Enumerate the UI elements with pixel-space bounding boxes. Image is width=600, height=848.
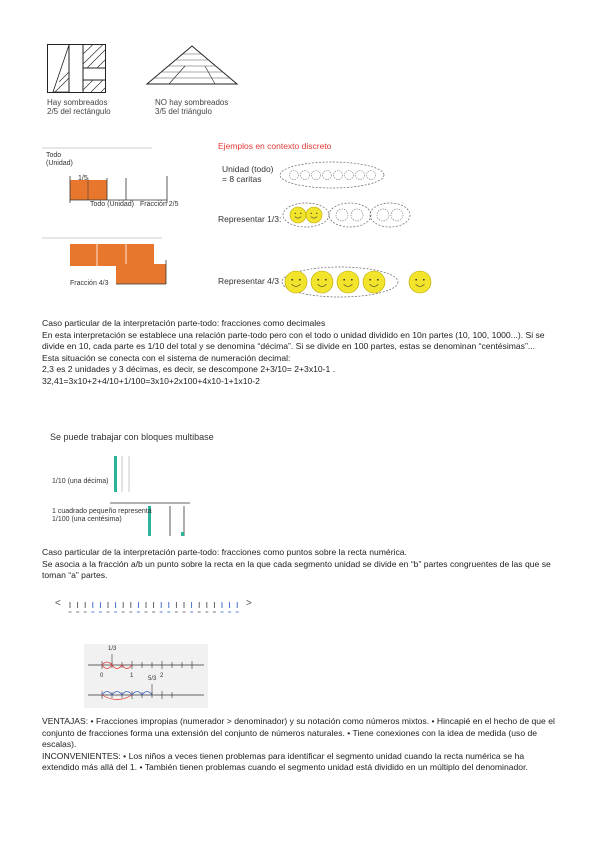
face-empty (312, 171, 321, 180)
section-decimals-p3: 2,3 es 2 unidades y 3 décimas, es decir, se descompone 2+3/10= 2+3x10-1 . (42, 364, 336, 375)
discrete-title: Ejemplos en contexto discreto (218, 141, 332, 151)
multibase-label-1: 1/10 (una décima) (52, 478, 109, 485)
fraction-label-2-5: Fracción 2/5 (140, 201, 179, 208)
face-yellow (409, 271, 431, 293)
bar-caption: Todo (Unidad) (90, 201, 134, 208)
multibase-label-2: 1 cuadrado pequeño representa 1/100 (una centésima) (52, 508, 152, 523)
ventajas-paragraph: VENTAJAS: • Fracciones impropias (numerador > denominador) y su notación como números mixtos. • Hincapié en el hecho de que el conjunto de fracciones forma una extensión del conjunto de números naturales. • Tiene conexiones con la idea de medida (uso de escalas). (42, 716, 555, 750)
section-numberline-heading: Caso particular de la interpretación parte-todo: fracciones como puntos sobre la recta numérica. (42, 547, 407, 557)
numberline-ticks (66, 598, 244, 622)
represent-one-third-label: Representar 1/3: (218, 214, 282, 224)
group-2-ellipse (329, 203, 371, 227)
diagram-frac-2: 5/3 (148, 676, 157, 682)
face-yellow (311, 271, 333, 293)
face-empty (356, 171, 365, 180)
face-empty (391, 209, 403, 221)
face-yellow (337, 271, 359, 293)
face-yellow (285, 271, 307, 293)
diagram-zero: 0 (100, 673, 104, 679)
shaded-rectangle-figure (47, 44, 107, 94)
discrete-faces-figure (270, 158, 510, 308)
face-yellow (290, 207, 306, 223)
shaded-triangle-figure (145, 44, 239, 86)
represent-four-thirds-label: Representar 4/3 (218, 276, 279, 286)
face-yellow (363, 271, 385, 293)
section-decimals-p4: 32,41=3x10+2+4/10+1/100=3x10+2x100+4x10-1+1x10-2 (42, 375, 260, 386)
face-empty (290, 171, 299, 180)
face-empty (367, 171, 376, 180)
section-numberline (42, 547, 560, 582)
triangle-caption: NO hay sombreados 3/5 del triángulo (155, 98, 229, 116)
part-label: 1/5 (78, 175, 88, 182)
face-empty (351, 209, 363, 221)
fraction-label-4-3: Fracción 4/3 (70, 280, 109, 287)
section-decimals-heading: Caso particular de la interpretación parte-todo: fracciones como decimales (42, 318, 326, 328)
multibase-title: Se puede trabajar con bloques multibase (50, 432, 214, 442)
face-empty (377, 209, 389, 221)
diagram-frac-1: 1/3 (108, 646, 117, 652)
face-empty (323, 171, 332, 180)
todo-label: Todo (Unidad) (46, 152, 73, 167)
multibase-blocks-figure (110, 456, 200, 541)
section-advantages (42, 716, 560, 774)
inconvenientes-paragraph: INCONVENIENTES: • Los niños a veces tienen problemas para identificar el segmento unidad cuando la recta numérica se ha extendido más allá del 1. • También tienen problemas cuando el segmento unidad está dividido en un múltiplo del denominador. (42, 750, 528, 773)
face-yellow (306, 207, 322, 223)
fraction-bars-figure (42, 148, 202, 288)
section-decimals-p1: En esta interpretación se establece una relación parte-todo pero con el todo o unidad dividido en 10n partes (10, 100, 1000...). Si se divide en 10, cada parte es 1/10 del total y se denomina “décima”. Si se divide en 100 partes, estas se denominan “centésimas”... (42, 329, 545, 352)
diagram-two: 2 (160, 673, 164, 679)
section-decimals-p2: Esta situación se conecta con el sistema de numeración decimal: (42, 352, 291, 363)
rectangle-caption: Hay sombreados 2/5 del rectángulo (47, 98, 111, 116)
section-numberline-p1: Se asocia a la fracción a/b un punto sobre la recta en la que cada segmento unidad se divide en “b” partes congruentes de las que se toman “a” partes. (42, 558, 551, 581)
face-empty (334, 171, 343, 180)
diagram-one: 1 (130, 673, 134, 679)
unit-label: Unidad (todo) = 8 caritas (222, 164, 274, 184)
numberline-right-arrow: > (246, 598, 252, 609)
numberline-left-arrow: < (55, 598, 61, 609)
face-empty (345, 171, 354, 180)
group-3-ellipse (370, 203, 410, 227)
face-empty (336, 209, 348, 221)
face-empty (301, 171, 310, 180)
section-decimals (42, 318, 560, 388)
unit-ellipse (280, 162, 384, 188)
